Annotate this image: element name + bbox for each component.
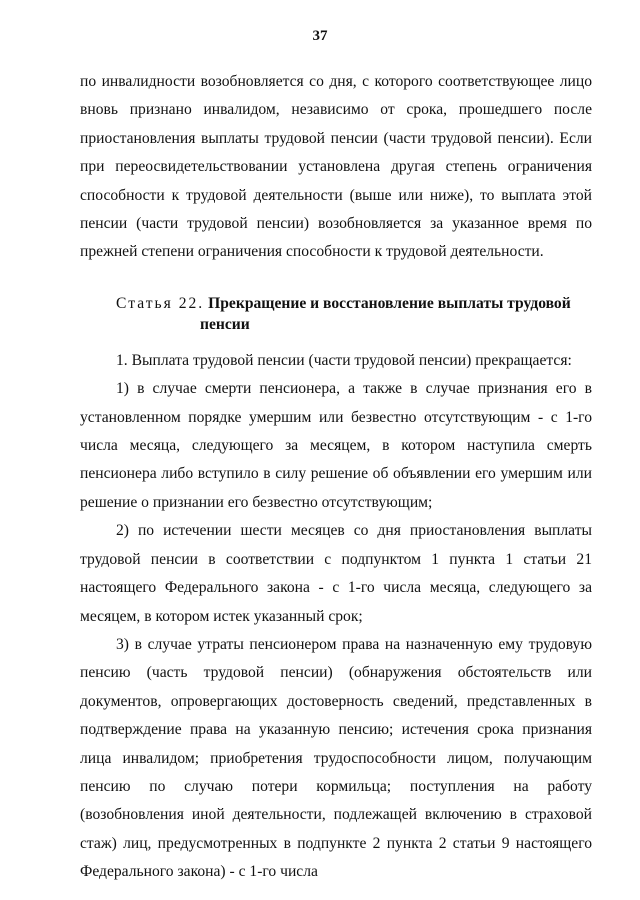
paragraph-subclause-3: 3) в случае утраты пенсионером права на назначенную ему трудовую пенсию (часть трудовой пенсии) (обнаружения обстоятельств или документов, опровергающих достоверность сведений, представленных в подтверждение права на указанную пенсию; истечения срока признания лица инвалидом; приобретения трудоспособности лицом, получающим пенсию по случаю потери кормильца; поступления на работу (возобновления иной деятельности, подлежащей включению в страховой стаж) лиц, предусмотренных в подпункте 2 пункта 2 статьи 9 настоящего Федерального закона) - с 1-го числа: [80, 635, 592, 881]
article-title-line1: Прекращение и восстановление выплаты трудовой: [208, 294, 571, 312]
page-number: 37: [312, 28, 328, 44]
article-label: Статья 22.: [116, 294, 205, 312]
paragraph-subclause-2: 2) по истечении шести месяцев со дня приостановления выплаты трудовой пенсии в соответствии с подпунктом 1 пункта 1 статьи 21 настоящего Федерального закона - с 1-го числа месяца, следующего за месяцем, в котором истек указанный срок;: [80, 522, 592, 625]
paragraph-subclause-1: 1) в случае смерти пенсионера, а также в случае признания его в установленном порядке умершим или безвестно отсутствующим - с 1-го числа месяца, следующего за месяцем, в котором наступила смерть пенсионера либо вступило в силу решение об объявлении его умершим или решение о признании его безвестно отсутствующим;: [80, 380, 592, 511]
article-heading: [80, 293, 592, 335]
document-body: [80, 68, 592, 887]
paragraph-clause-1: 1. Выплата трудовой пенсии (части трудовой пенсии) прекращается:: [116, 351, 572, 369]
article-title-line2: пенсии: [200, 315, 250, 333]
paragraph-continuation: по инвалидности возобновляется со дня, с которого соответствующее лицо вновь признано инвалидом, независимо от срока, прошедшего после приостановления выплаты трудовой пенсии (части трудовой пенсии). Если при переосвидетельствовании установлена другая степень ограничения способности к трудовой деятельности (выше или ниже), то выплата этой пенсии (части трудовой пенсии) возобновляется за указанное время по прежней степени ограничения способности к трудовой деятельности.: [80, 73, 592, 261]
